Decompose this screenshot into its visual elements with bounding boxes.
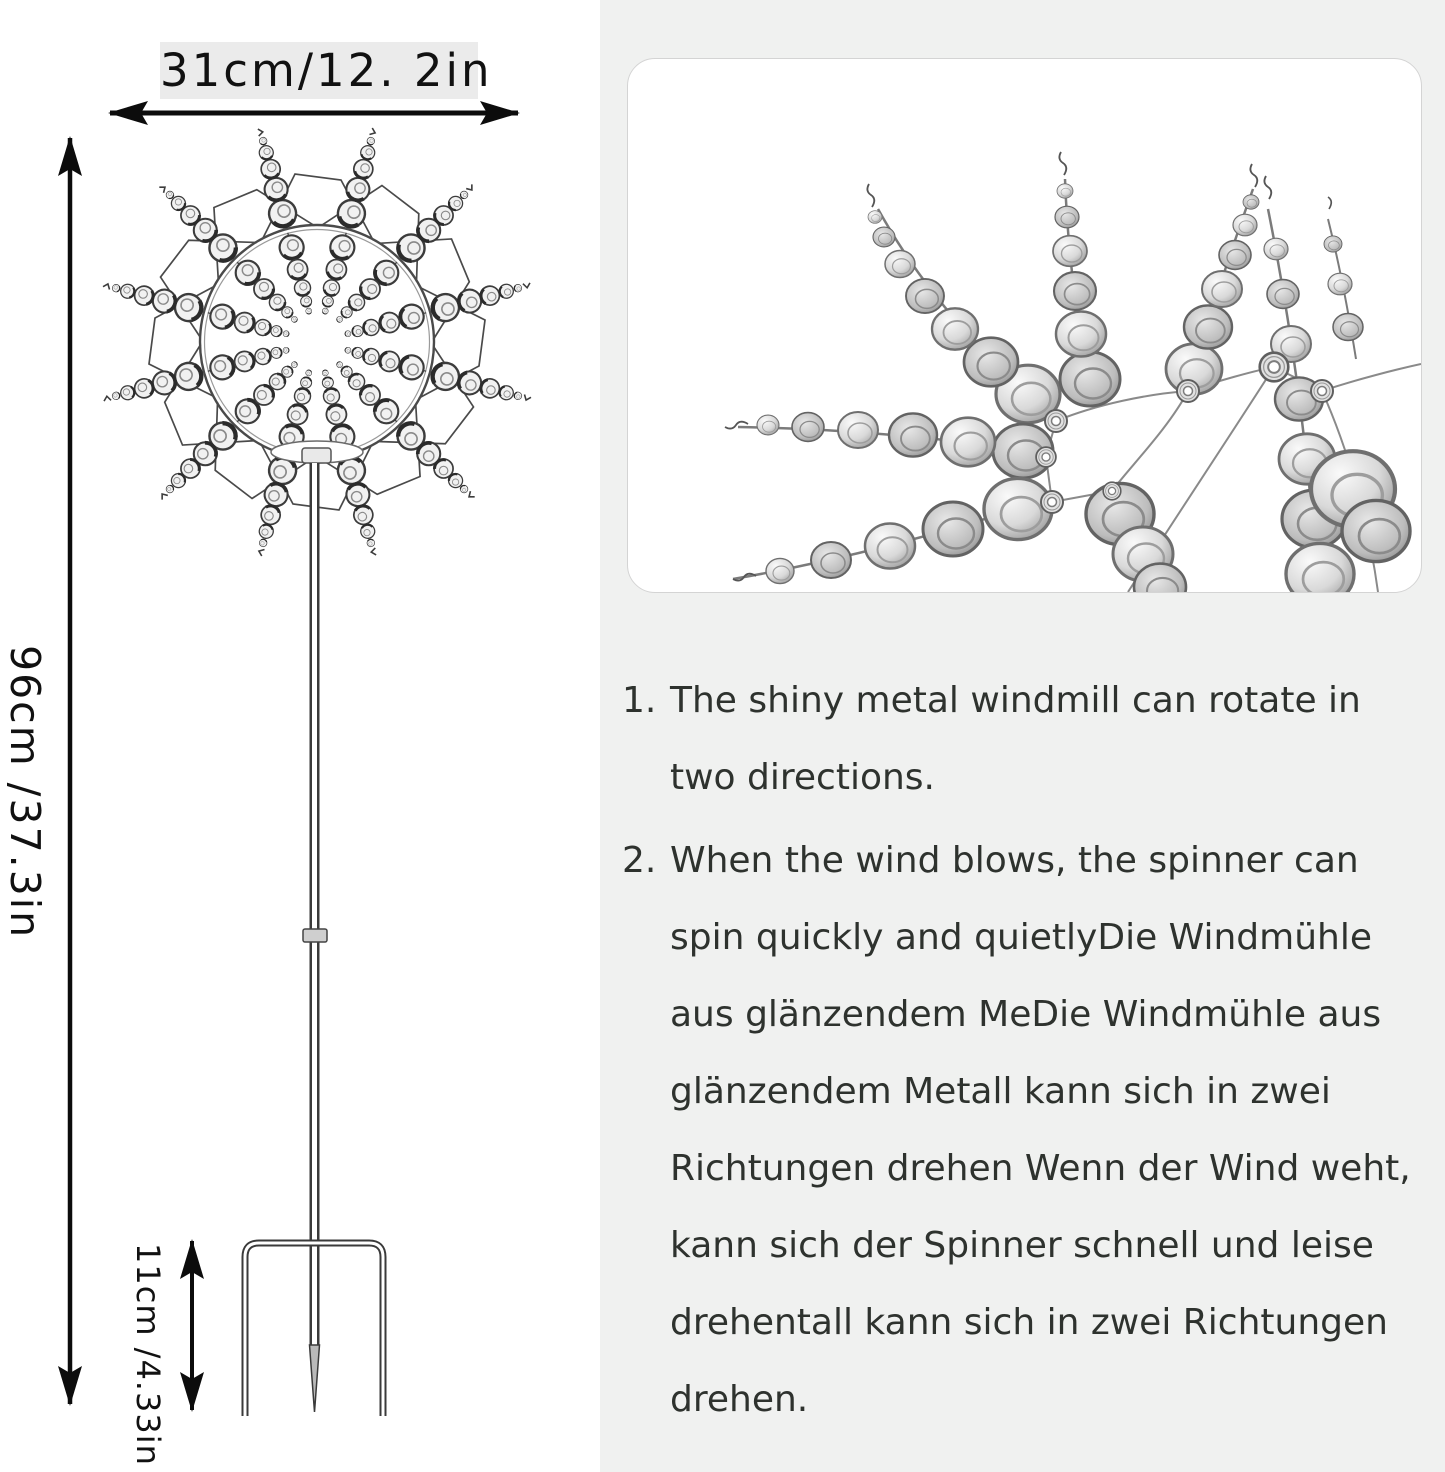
closeup-card xyxy=(627,58,1422,593)
spinner-arm xyxy=(1166,164,1259,394)
dimension-diagram-graphics xyxy=(0,0,600,1472)
dimension-diagram xyxy=(0,0,600,1472)
instruction-number: 1. xyxy=(622,680,657,721)
instruction-number: 2. xyxy=(622,840,657,881)
height-dimension-label: 96cm /37.3in xyxy=(1,645,49,940)
spinner-arm xyxy=(867,184,1060,423)
spinner-arm xyxy=(1086,483,1186,592)
instruction-text: The shiny metal windmill can rotate in two directions. xyxy=(670,680,1361,798)
spinner-arm xyxy=(733,478,1052,583)
stake-pole xyxy=(271,441,363,1412)
details-panel xyxy=(600,0,1445,1472)
stake-dimension-label: 11cm /4.33in xyxy=(129,1243,167,1466)
instruction-text: When the wind blows, the spinner can spin quickly and quietlyDie Windmühle aus glänzendem MeDie Windmühle aus glänzendem Metall kann sich in zwei Richtungen drehen Wenn der Wind weht, kann sich der Spinner schnell und leise drehentall kann sich in zwei Richtungen drehen. xyxy=(670,840,1411,1420)
spinner-closeup-illustration xyxy=(628,59,1421,592)
spinner-arm xyxy=(1053,152,1120,406)
spinner-arm xyxy=(725,412,1053,478)
instruction-item xyxy=(622,822,1432,1438)
instruction-item xyxy=(622,662,1432,816)
width-dimension-label: 31cm/12. 2in xyxy=(160,44,493,97)
spinner-arm xyxy=(1324,197,1363,359)
instructions-list xyxy=(622,662,1432,1444)
